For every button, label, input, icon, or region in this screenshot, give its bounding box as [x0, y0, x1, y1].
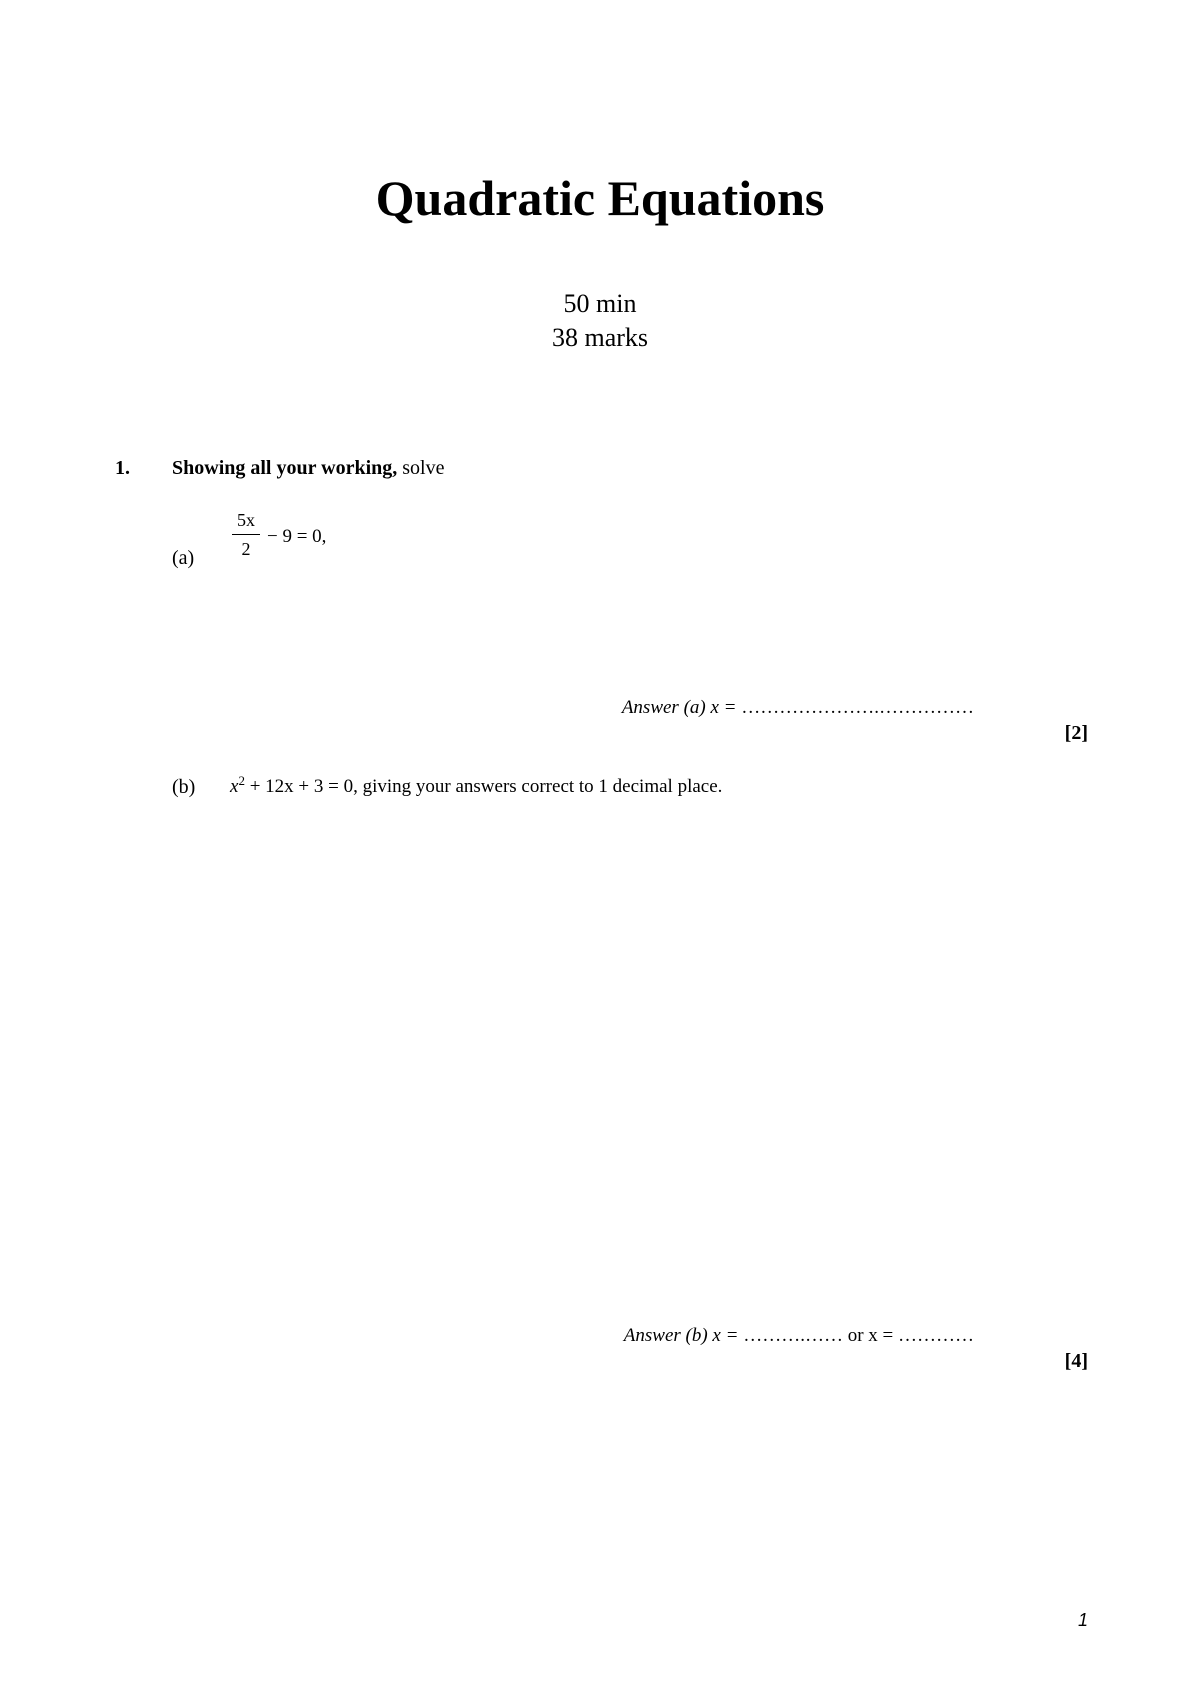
- answer-b-dots-1: ……….……: [738, 1325, 848, 1346]
- answer-a-label: Answer (a) x =: [621, 697, 737, 718]
- answer-b-x2: x =: [863, 1325, 894, 1346]
- equation-exponent: 2: [238, 773, 245, 788]
- answer-b: [624, 1325, 974, 1347]
- answer-b-or: or: [847, 1325, 864, 1346]
- duration: 50 min: [563, 289, 637, 318]
- fraction-bar: [232, 534, 260, 535]
- instruction-bold: Showing all your working,: [172, 457, 398, 479]
- page-title: Quadratic Equations: [375, 170, 825, 226]
- part-a-fraction: [232, 508, 260, 561]
- answer-a-dots: ………………….……………: [736, 697, 974, 718]
- marks-b: [4]: [1064, 1350, 1088, 1372]
- part-a-label: (a): [172, 547, 195, 569]
- instruction-rest: solve: [397, 457, 445, 479]
- equation-x: x: [230, 776, 239, 797]
- question-number: 1.: [115, 457, 130, 479]
- answer-b-label: Answer (b) x =: [623, 1325, 739, 1346]
- part-b-equation: [230, 773, 723, 798]
- equation-rest: + 12x + 3 = 0, giving your answers correct to 1 decimal place.: [244, 776, 723, 797]
- part-b-label: (b): [172, 776, 196, 798]
- question-instruction: [172, 457, 444, 480]
- fraction-denominator: 2: [241, 539, 251, 559]
- marks-a: [2]: [1064, 722, 1088, 744]
- part-a-equation: − 9 = 0,: [267, 526, 327, 547]
- page-number: 1: [1077, 1610, 1088, 1630]
- answer-b-dots-2: …………: [893, 1325, 974, 1346]
- fraction-numerator: 5x: [237, 510, 255, 530]
- answer-a: [622, 697, 974, 719]
- total-marks: 38 marks: [551, 323, 649, 352]
